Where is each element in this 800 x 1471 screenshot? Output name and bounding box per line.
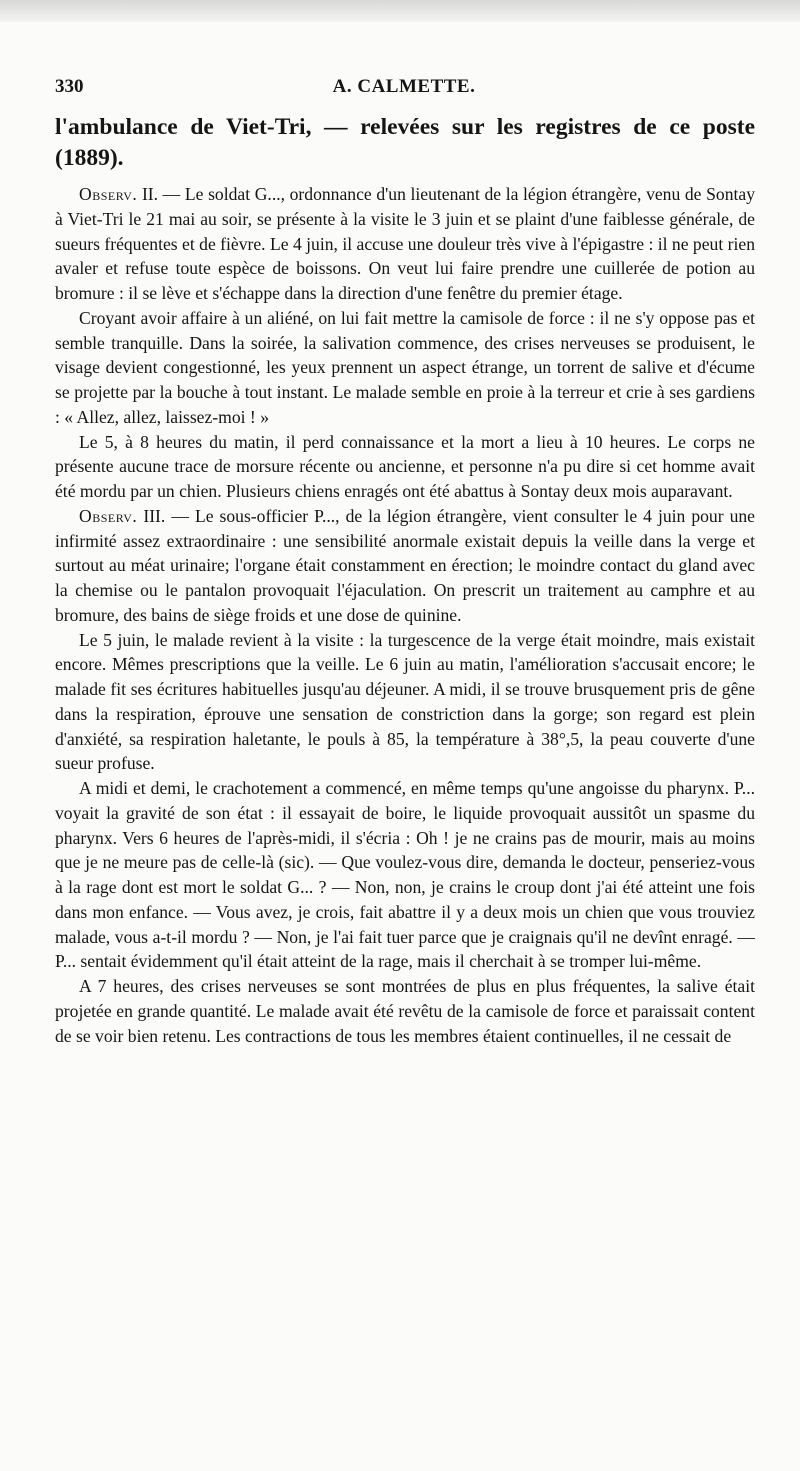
paragraph-text: Le soldat G..., ordonnance d'un lieutenant de la légion étrangère, venu de Sontay à Viet-Tri le 21 mai au soir, se présente à la visite le 3 juin et se plaint d'une faiblesse générale, de sueurs fréquentes et de fièvre. Le 4 juin, il accuse une douleur très vive à l'épigastre : il ne peut rien avaler et refuse toute espèce de boissons. On veut lui faire prendre une cuillerée de potion au bromure : il se lève et s'échappe dans la direction d'une fenêtre du premier étage. (55, 184, 755, 303)
paragraph-observation-3 (55, 504, 755, 628)
paragraph-text: Le sous-officier P..., de la légion étrangère, vient consulter le 4 juin pour une infirmité assez extraordinaire : une sensibilité anormale existait depuis la veille dans la verge et surtout au méat urinaire; l'organe était constamment en érection; le moindre contact du gland avec la chemise ou le pantalon provoquait l'éjaculation. On prescrit un traitement au camphre et au bromure, des bains de siège froids et une dose de quinine. (55, 505, 755, 625)
paragraph (55, 306, 755, 430)
paragraph-text: A 7 heures, des crises nerveuses se sont montrées de plus en plus fréquentes, la salive était projetée en grande quantité. Le malade avait été revêtu de la camisole de force et paraissait content de se voir bien retenu. Les contractions de tous les membres étaient continuelles, il ne cessait de (55, 976, 755, 1046)
paragraph (55, 628, 755, 777)
paragraph (55, 430, 755, 504)
section-title: l'ambulance de Viet-Tri, — relevées sur les registres de ce poste (1889). (55, 114, 755, 171)
body-text (55, 182, 755, 1048)
paragraph-text: Le 5, à 8 heures du matin, il perd connaissance et la mort a lieu à 10 heures. Le corps ne présente aucune trace de morsure récente ou ancienne, et personne n'a pu dire si cet homme avait été mordu par un chien. Plusieurs chiens enragés ont été abattus à Sontay deux mois auparavant. (55, 431, 755, 501)
observation-number: II. — (137, 184, 181, 204)
observation-number: III. — (137, 505, 189, 526)
running-head: A. CALMETTE. (332, 76, 476, 97)
observation-label: Observ. (79, 184, 138, 204)
paragraph (55, 974, 755, 1048)
scan-edge (0, 0, 800, 22)
paragraph-text: Croyant avoir affaire à un aliéné, on lui fait mettre la camisole de force : il ne s'y oppose pas et semble tranquille. Dans la soirée, la salivation commence, des crises nerveuses se produisent, le visage devient congestionné, les yeux prennent un aspect étrange, un torrent de salive et d'écume se projette par la bouche à tout instant. Le malade semble en proie à la terreur et crie à ses gardiens : « Allez, allez, laissez-moi ! » (55, 307, 755, 427)
paragraph-observation-2 (55, 182, 755, 306)
page-header (55, 76, 753, 102)
paragraph-text: Le 5 juin, le malade revient à la visite : la turgescence de la verge était moindre, mais existait encore. Mêmes prescriptions que la veille. Le 6 juin au matin, l'amélioration s'accusait encore; le malade fit ses écritures habituelles jusqu'au déjeuner. A midi, il se trouve brusquement pris de gêne dans la respiration, éprouve une sensation de constriction dans la gorge; son regard est plein d'anxiété, sa respiration haletante, le pouls à 85, la température à 38°,5, la peau couverte d'une sueur profuse. (55, 629, 755, 774)
page-number: 330 (55, 76, 84, 97)
observation-label: Observ. (79, 505, 138, 526)
paragraph-text: A midi et demi, le crachotement a commencé, en même temps qu'une angoisse du pharynx. P... voyait la gravité de son état : il essayait de boire, le liquide provoquait aussitôt un spasme du pharynx. Vers 6 heures de l'après-midi, il s'écria : Oh ! je ne crains pas de mourir, mais au moins que je ne meure pas de celle-là (sic). — Que voulez-vous dire, demanda le docteur, penseriez-vous à la rage dont est mort le soldat G... ? — Non, non, je crains le croup dont j'ai été atteint une fois dans mon enfance. — Vous avez, je crois, fait abattre il y a deux mois un chien que vous trouviez malade, vous a-t-il mordu ? — Non, je l'ai fait tuer parce que je craignais qu'il ne devînt enragé. — P... sentait évidemment qu'il était atteint de la rage, mais il cherchait à se tromper lui-même. (55, 778, 755, 972)
paragraph (55, 776, 755, 974)
